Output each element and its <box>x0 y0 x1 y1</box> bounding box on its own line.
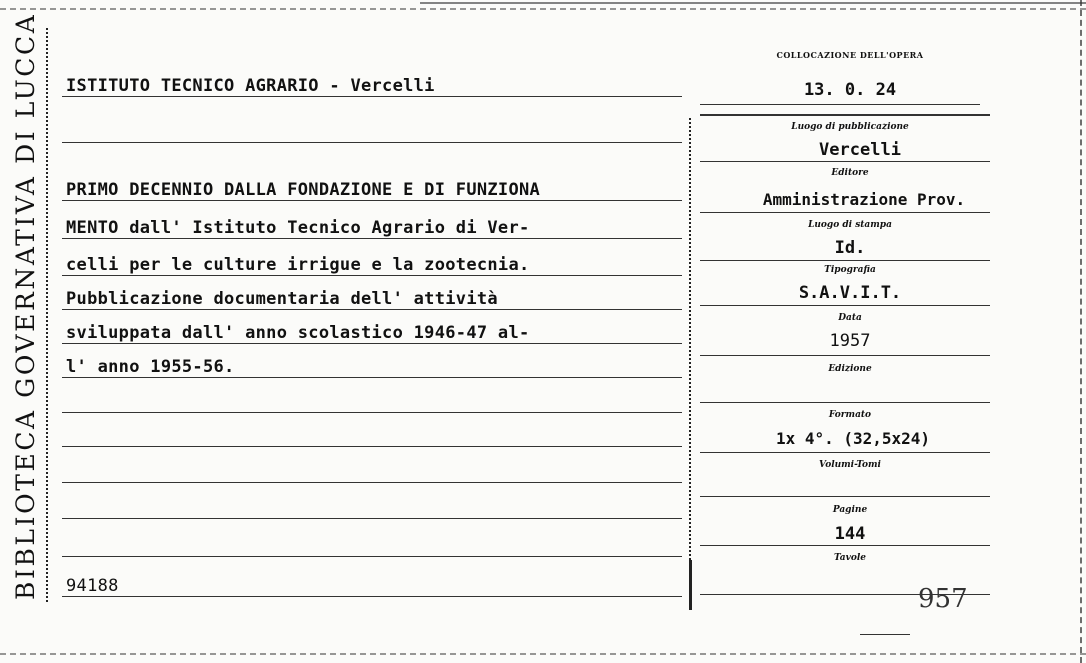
side-dotted-rule <box>46 28 48 602</box>
description-line-3: celli per le culture irrigue e la zootecnia. <box>66 255 530 275</box>
volumi-rule <box>700 496 990 497</box>
description-line-6: l' anno 1955-56. <box>66 357 235 377</box>
luogo-stampa-label: Luogo di stampa <box>808 220 892 230</box>
column-divider-solid <box>689 560 692 610</box>
collocazione-label: COLLOCAZIONE DELL'OPERA <box>776 50 924 60</box>
description-line-4: Pubblicazione documentaria dell' attività <box>66 289 498 309</box>
description-line-2: MENTO dall' Istituto Tecnico Agrario di Ver- <box>66 218 530 238</box>
inventory-number: 94188 <box>66 576 119 596</box>
collocazione-rule-2 <box>700 114 990 116</box>
author-title-line: ISTITUTO TECNICO AGRARIO - Vercelli <box>66 76 435 96</box>
column-divider <box>689 118 691 608</box>
card-top-edge-line <box>420 2 1086 4</box>
volumi-label: Volumi-Tomi <box>819 460 881 470</box>
ruled-line <box>62 556 682 557</box>
tipografia-rule <box>700 305 990 306</box>
ruled-line <box>62 275 682 276</box>
ruled-line <box>62 446 682 447</box>
data-rule <box>700 355 990 356</box>
pagine-value: 144 <box>834 524 866 544</box>
tipografia-value: S.A.V.I.T. <box>798 283 902 303</box>
ruled-line <box>62 412 682 413</box>
data-label: Data <box>838 313 862 323</box>
pagine-label: Pagine <box>832 505 868 515</box>
collocazione-rule <box>700 104 980 105</box>
luogo-stampa-rule <box>700 260 990 261</box>
editore-rule <box>700 212 990 213</box>
collocazione-value: 13. 0. 24 <box>803 80 897 100</box>
data-value: 1957 <box>829 331 871 351</box>
ruled-line <box>62 482 682 483</box>
handwritten-mark: 957 <box>918 584 968 614</box>
card-right-edge <box>1079 0 1082 663</box>
editore-value: Amministrazione Prov. <box>762 190 966 209</box>
luogo-pubblicazione-rule <box>700 161 990 162</box>
formato-value: 1x 4°. (32,5x24) <box>775 429 931 448</box>
ruled-line <box>62 142 682 143</box>
luogo-pubblicazione-value: Vercelli <box>819 140 901 160</box>
edizione-rule <box>700 402 990 403</box>
luogo-stampa-value: Id. <box>834 238 866 258</box>
tipografia-label: Tipografia <box>824 265 876 275</box>
luogo-pubblicazione-label: Luogo di pubblicazione <box>791 122 909 132</box>
ruled-line <box>62 377 682 378</box>
ruled-line <box>62 343 682 344</box>
editore-label: Editore <box>831 168 869 178</box>
pagine-rule <box>700 545 990 546</box>
ruled-line <box>62 96 682 97</box>
ruled-line <box>62 596 682 597</box>
description-line-1: PRIMO DECENNIO DALLA FONDAZIONE E DI FUNZIONA <box>66 180 541 200</box>
ruled-line <box>62 309 682 310</box>
formato-label: Formato <box>828 410 872 420</box>
ruled-line <box>62 518 682 519</box>
edizione-label: Edizione <box>828 364 872 374</box>
tavole-label: Tavole <box>833 553 867 563</box>
ruled-line <box>62 238 682 239</box>
library-name-vertical: BIBLIOTECA GOVERNATIVA DI LUCCA <box>11 12 40 600</box>
ruled-line <box>62 200 682 201</box>
description-line-5: sviluppata dall' anno scolastico 1946-47 al- <box>66 323 530 343</box>
card-bottom-edge <box>0 653 1086 655</box>
bottom-short-rule <box>860 634 910 635</box>
formato-rule <box>700 452 990 453</box>
